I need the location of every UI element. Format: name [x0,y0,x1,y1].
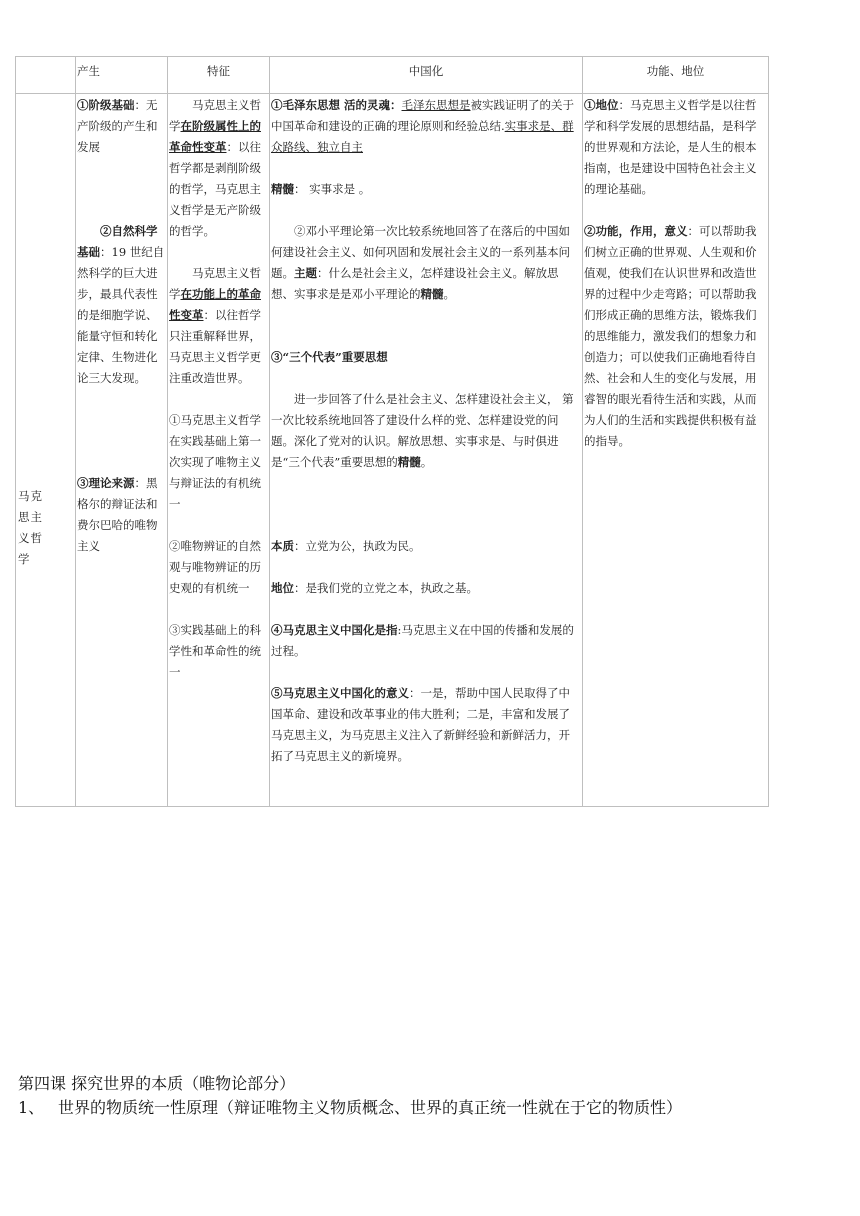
table-header-row [16,57,769,94]
row-title: 马克 思主 义哲 学 [16,94,76,807]
header-function: 功能、地位 [583,57,769,94]
lesson-section [18,1072,682,1120]
sinicization-definition: ④马克思主义中国化是指:马克思主义在中国的传播和发展的过程。 [271,623,574,658]
header-origin: 产生 [76,57,168,94]
notes-table [15,56,769,807]
features-cell [168,94,270,807]
feature-function-change: 马克思主义哲学在功能上的革命性变革：以往哲学只注重解释世界，马克思主义哲学更注重改造世界。 [169,266,261,385]
function-cell [583,94,769,807]
lesson-item [18,1096,682,1120]
header-blank-cell [16,57,76,94]
origin-science-basis: ②自然科学基础：19 世纪自然科学的巨大进步，最具代表性的是细胞学说、能量守恒和转化定律、生物进化论三大发现。 [77,224,165,385]
lesson-title: 第四课 探究世界的本质（唯物论部分） [18,1074,296,1093]
three-represents-text: 进一步回答了什么是社会主义、怎样建设社会主义， 第一次比较系统地回答了建设什么样的党、怎样建设党的问题。深化了党对的认识。解放思想、实事求是、与时俱进是“三个代表”重要思想的精髓。 [271,392,574,469]
feature-unity-1: ①马克思主义哲学在实践基础上第一次实现了唯物主义与辩证法的有机统一 [169,413,261,511]
deng-theory: ②邓小平理论第一次比较系统地回答了在落后的中国如何建设社会主义、如何巩固和发展社会主义的一系列基本问题。主题：什么是社会主义，怎样建设社会主义。解放思想、实事求是是邓小平理论的精髓。 [271,224,570,301]
essence-line: 本质：立党为公，执政为民。 [271,539,421,553]
origin-theory-source: ③理论来源：黑格尔的辩证法和费尔巴哈的唯物主义 [77,476,158,553]
sinicization-cell [270,94,583,807]
feature-unity-2: ②唯物辨证的自然观与唯物辨证的历史观的有机统一 [169,539,261,595]
origin-cell [76,94,168,807]
lesson-item-number: 1、 [18,1098,45,1117]
origin-class-basis: ①阶级基础：无产阶级的产生和发展 [77,98,158,154]
function-role: ②功能，作用，意义：可以帮助我们树立正确的世界观、人生观和价值观，使我们在认识世界和改造世界的过程中少走弯路；可以帮助我们形成正确的思维方法，锻炼我们的思维能力，激发我们的想象力和创造力；可以使我们正确地看待自然、社会和人生的变化与发展，用睿智的眼光看待生活和实践，从而为人们的生活和实践提供积极有益的指导。 [584,224,757,448]
table-row [16,94,769,807]
feature-unity-3: ③实践基础上的科学性和革命性的统一 [169,623,261,679]
function-status: ①地位：马克思主义哲学是以往哲学和科学发展的思想结晶，是科学的世界观和方法论，是人生的根本指南，也是建设中国特色社会主义的理论基础。 [584,98,757,196]
lesson-item-text: 世界的物质统一性原理（辩证唯物主义物质概念、世界的真正统一性就在于它的物质性） [58,1098,683,1117]
status-line: 地位：是我们党的立党之本，执政之基。 [271,581,478,595]
header-features: 特征 [168,57,270,94]
feature-class-change: 马克思主义哲学在阶级属性上的革命性变革：以往哲学都是剥削阶级的哲学，马克思主义哲学是无产阶级的哲学。 [169,98,261,238]
three-represents-title: ③“三个代表”重要思想 [271,350,388,364]
mao-thought: ①毛泽东思想 活的灵魂：毛泽东思想是被实践证明了的关于中国革命和建设的正确的理论原则和经验总结.实事求是、群众路线、独立自主 [271,98,575,154]
mao-essence: 精髓： 实事求是 。 [271,182,371,196]
header-sinicization: 中国化 [270,57,583,94]
sinicization-significance: ⑤马克思主义中国化的意义：一是，帮助中国人民取得了中国革命、建设和改革事业的伟大胜利；二是，丰富和发展了马克思主义，为马克思主义注入了新鲜经验和新鲜活力，开拓了马克思主义的新境界。 [271,686,570,763]
